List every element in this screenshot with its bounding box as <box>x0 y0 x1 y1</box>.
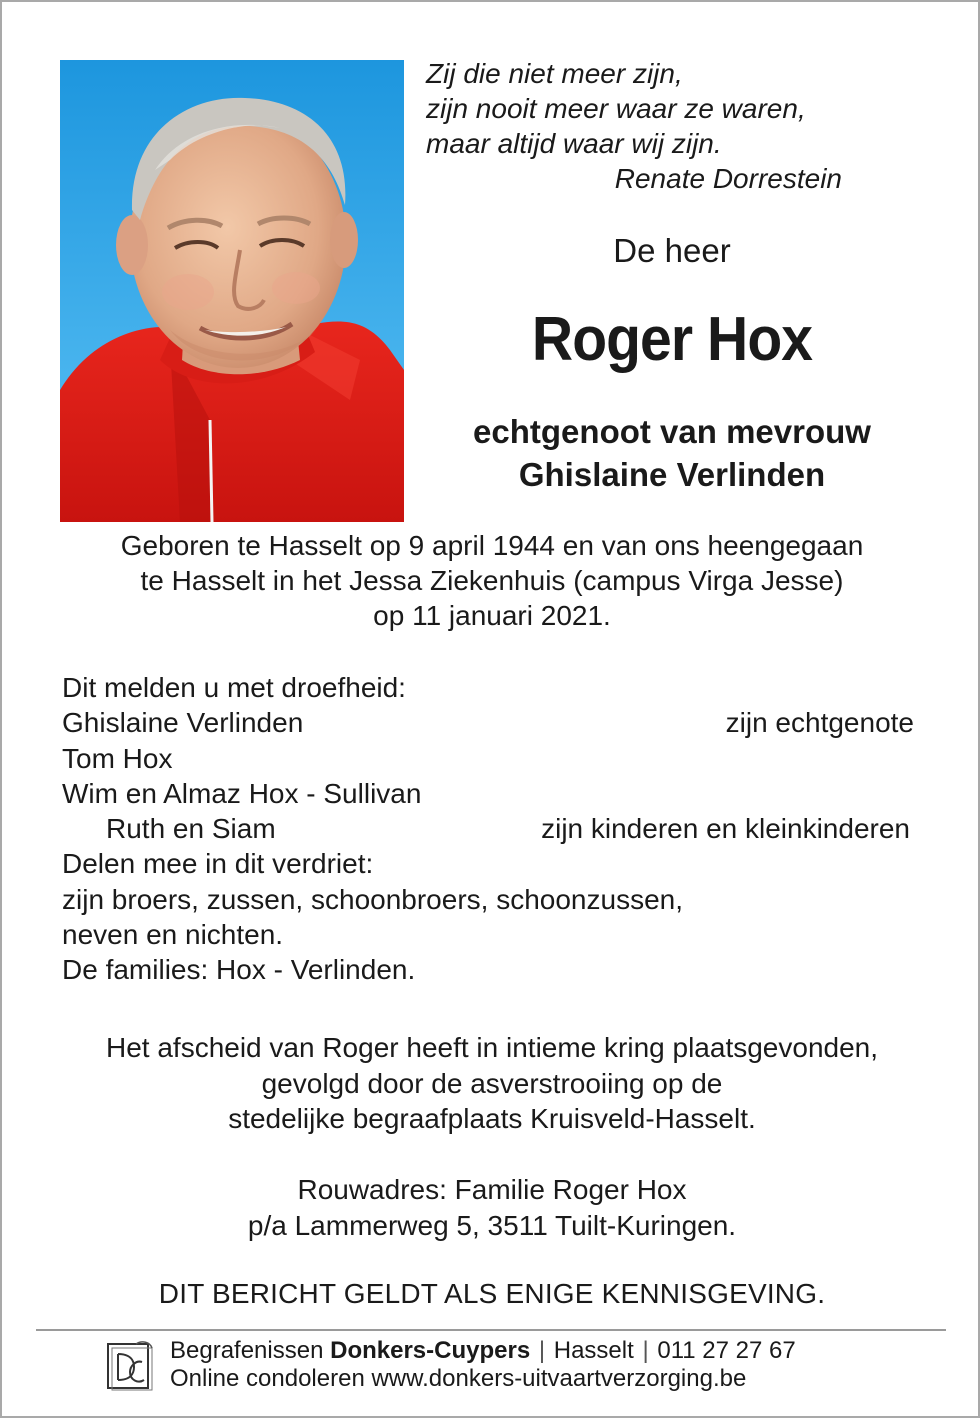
mourners-list <box>62 670 922 988</box>
mourner-name: Ruth en Siam <box>106 813 276 845</box>
list-item <box>62 741 922 776</box>
portrait-photo <box>60 60 404 522</box>
mourner-relation: zijn kinderen en kleinkinderen <box>541 813 910 845</box>
deceased-name: Roger Hox <box>531 305 813 374</box>
list-item <box>62 776 922 811</box>
spouse-line: echtgenoot van mevrouw <box>473 413 871 450</box>
list-item <box>62 917 922 952</box>
list-item <box>62 846 922 881</box>
spouse-info <box>422 410 922 496</box>
quote-line: maar altijd waar wij zijn. <box>426 128 722 159</box>
mourner-relation: zijn echtgenote <box>725 707 914 739</box>
text-line: p/a Lammerweg 5, 3511 Tuilt-Kuringen. <box>247 1209 737 1241</box>
text-line: Het afscheid van Roger heeft in intieme kring plaatsgevonden, <box>105 1032 879 1063</box>
company-city: Hasselt <box>553 1337 634 1364</box>
mourner-name: Tom Hox <box>62 742 173 774</box>
company-phone: 011 27 27 67 <box>657 1337 796 1364</box>
farewell-text <box>42 1030 942 1137</box>
memorial-quote <box>426 56 846 196</box>
online-condolence-link[interactable]: Online condoleren www.donkers-uitvaartverzorging.be <box>170 1365 747 1392</box>
spouse-name: Ghislaine Verlinden <box>518 456 826 493</box>
company-name: Donkers-Cuypers <box>330 1337 531 1364</box>
mourning-address <box>42 1172 942 1243</box>
list-item <box>62 952 922 987</box>
mourners-intro: Dit melden u met droefheid: <box>62 672 406 703</box>
text-line: te Hasselt in het Jessa Ziekenhuis (campus Virga Jesse) <box>140 565 844 596</box>
mourner-name: Ghislaine Verlinden <box>62 707 304 739</box>
share-intro: Delen mee in dit verdriet: <box>62 848 374 880</box>
funeral-home-logo <box>106 1340 154 1392</box>
quote-line: zijn nooit meer waar ze waren, <box>426 93 806 124</box>
list-item <box>62 705 922 740</box>
list-item <box>62 882 922 917</box>
birth-death-text <box>42 528 942 633</box>
quote-line: Zij die niet meer zijn, <box>426 58 683 89</box>
footer-line-1: Begrafenissen Donkers-Cuypers | Hasselt | 011 27 27 67 <box>170 1337 796 1364</box>
text-line: Geboren te Hasselt op 9 april 1944 en van ons heengegaan <box>120 530 864 561</box>
text-line: Rouwadres: Familie Roger Hox <box>297 1174 687 1205</box>
footer <box>170 1337 890 1393</box>
list-item <box>62 670 922 705</box>
text-line: op 11 januari 2021. <box>373 600 611 631</box>
quote-author: Renate Dorrestein <box>614 163 842 194</box>
footer-divider <box>36 1329 946 1331</box>
relatives-line: neven en nichten. <box>62 919 284 951</box>
list-item <box>62 811 922 846</box>
text-line: gevolgd door de asverstrooiing op de <box>261 1067 723 1099</box>
honorific: De heer <box>613 232 731 269</box>
mourner-name: Wim en Almaz Hox - Sullivan <box>62 777 422 809</box>
text-line: stedelijke begraafplaats Kruisveld-Hasselt. <box>228 1103 756 1134</box>
footer-prefix: Begrafenissen <box>170 1337 324 1364</box>
families-line: De families: Hox - Verlinden. <box>62 954 416 986</box>
relatives-line: zijn broers, zussen, schoonbroers, schoonzussen, <box>62 883 683 915</box>
notice-text: DIT BERICHT GELDT ALS ENIGE KENNISGEVING. <box>158 1278 826 1309</box>
